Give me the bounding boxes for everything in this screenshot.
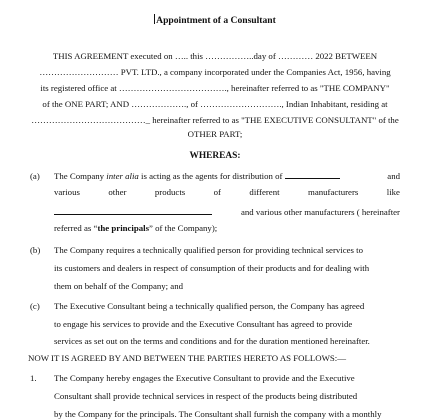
clause-1-line-3: by the Company for the principals. The Consultant shall furnish the company with a monthly <box>54 409 382 419</box>
clause-a-word: manufacturers <box>308 187 359 197</box>
clause-a-word: different <box>249 187 280 197</box>
clause-a-text: and <box>387 171 400 181</box>
clause-a-text: is acting as the agents for distribution of <box>141 171 283 181</box>
whereas-heading: WHEREAS: <box>189 151 241 161</box>
clause-a-label: (a) <box>30 171 40 181</box>
intro-line-2: ……………………… PVT. LTD., a company incorporated under the Companies Act, 1956, having <box>39 67 391 77</box>
clause-b-label: (b) <box>30 245 41 255</box>
clause-a-line-4 <box>54 222 400 234</box>
clause-a-line-2 <box>54 186 400 198</box>
clause-c-line-2: to engage his services to provide and the Executive Consultant has agreed to provide <box>54 319 353 329</box>
document-title <box>0 14 430 28</box>
clause-a-bold: the principals <box>97 223 150 233</box>
clause-a-text: ” of the Company); <box>149 223 218 233</box>
clause-b-line-3: them on behalf of the Company; and <box>54 281 183 291</box>
intro-line-3: its registered office at ………………………………., hereinafter referred to as "THE COMPANY" <box>40 83 390 93</box>
clause-a-word: like <box>386 187 400 197</box>
clause-1-label: 1. <box>30 373 37 383</box>
intro-line-5: …………………………………_ hereinafter referred to as "THE EXECUTIVE CONSULTANT" of the <box>31 115 399 125</box>
intro-line-4: of the ONE PART; AND ………………., of ………………………., Indian Inhabitant, residing at <box>42 99 388 109</box>
blank-line <box>54 206 212 215</box>
clause-a-line-3 <box>54 206 400 218</box>
clause-a-line-1 <box>54 170 400 182</box>
clause-a-italic: inter alia <box>106 171 139 181</box>
clause-a-word: various <box>54 187 80 197</box>
clause-a-text: The Company <box>54 171 105 181</box>
clause-c-label: (c) <box>30 301 40 311</box>
clause-c-line-1: The Executive Consultant being a technically qualified person, the Company has agreed <box>54 301 365 311</box>
intro-line-6: OTHER PART; <box>187 129 243 139</box>
document-title-text: Appointment of a Consultant <box>156 15 276 26</box>
clause-c-line-3: services as set out on the terms and conditions and for the duration mentioned hereinafter. <box>54 336 370 346</box>
blank-line <box>285 170 340 179</box>
text-cursor <box>154 14 155 24</box>
now-agreed-heading: NOW IT IS AGREED BY AND BETWEEN THE PARTIES HERETO AS FOLLOWS:— <box>28 353 347 363</box>
clause-b-line-1: The Company requires a technically qualified person for providing technical services to <box>54 245 364 255</box>
clause-a-text: referred as “ <box>54 223 98 233</box>
clause-a-word: products <box>154 187 186 197</box>
clause-a-word: other <box>108 187 127 197</box>
clause-1-line-2: Consultant shall provide technical services in respect of the products being distributed <box>54 391 358 401</box>
clause-b-line-2: its customers and dealers in respect of consumption of their products and for dealing with <box>54 263 370 273</box>
intro-line-1: THIS AGREEMENT executed on ….. this ……………..day of ………… 2022 BETWEEN <box>52 51 378 61</box>
clause-a-text: and various other manufacturers ( hereinafter <box>240 207 400 217</box>
clause-1-line-1: The Company hereby engages the Executive Consultant to provide and the Executive <box>54 373 355 383</box>
clause-a-word: of <box>213 187 221 197</box>
